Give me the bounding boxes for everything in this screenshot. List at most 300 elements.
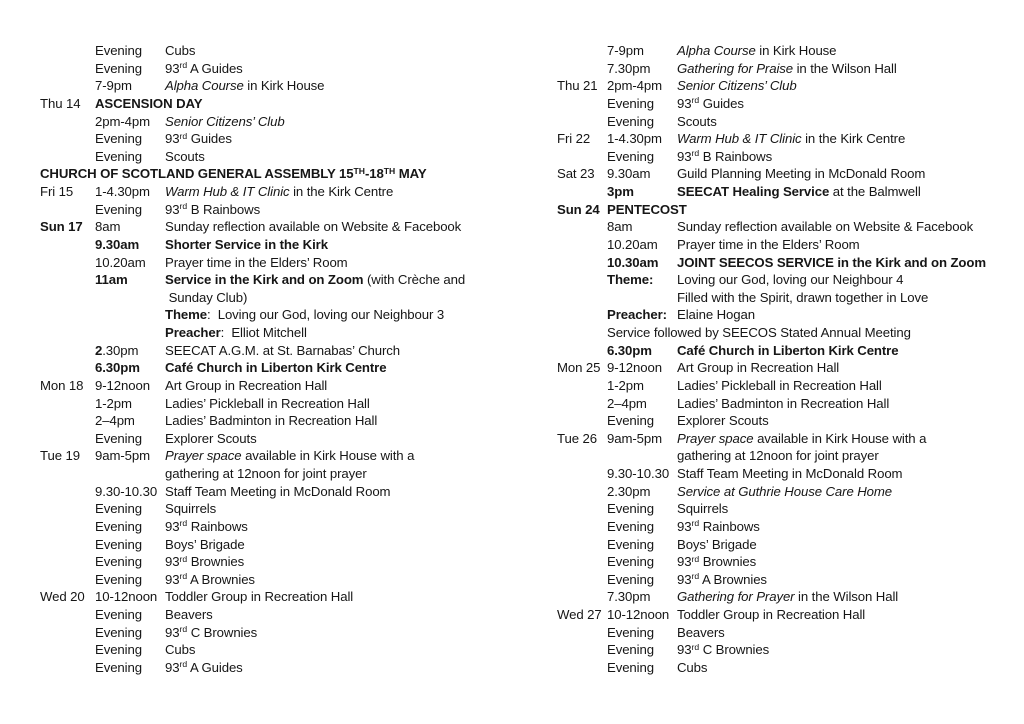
text-segment: Evening (607, 536, 654, 552)
time-cell (607, 130, 677, 148)
calendar-line (40, 641, 532, 659)
calendar-line (557, 641, 1019, 659)
text-segment: Mon 18 (40, 377, 84, 393)
text-segment: Squirrels (165, 501, 217, 517)
desc-cell (165, 359, 532, 377)
text-segment: in the Wilson Hall (794, 589, 899, 605)
text-segment: 7-9pm (95, 78, 132, 94)
calendar-line (40, 95, 532, 113)
text-segment: 93 (165, 571, 180, 587)
calendar-line (40, 165, 532, 183)
calendar-line (557, 659, 1019, 677)
day-cell (40, 289, 95, 307)
time-cell (607, 447, 677, 465)
text-segment: gathering at 12noon for joint prayer (165, 466, 367, 481)
text-segment: Boys’ Brigade (165, 536, 245, 552)
text-segment: rd (179, 624, 188, 635)
calendar-line (40, 113, 532, 131)
day-cell (40, 606, 95, 624)
text-segment: Warm Hub & IT Clinic (165, 184, 290, 199)
text-segment: -18 (364, 166, 384, 182)
time-cell (607, 536, 677, 554)
text-segment: Evening (607, 571, 654, 587)
day-cell (40, 536, 95, 554)
calendar-line (40, 518, 532, 536)
time-cell (95, 113, 165, 131)
calendar-line (40, 412, 532, 430)
text-segment: rd (179, 60, 188, 71)
desc-cell (677, 465, 1019, 483)
text-segment: Alpha Course (165, 78, 244, 94)
desc-cell (165, 395, 532, 413)
calendar-line (40, 289, 532, 307)
text-segment: at the Balmwell (829, 184, 921, 199)
day-cell (557, 201, 607, 219)
desc-cell (165, 588, 532, 606)
text-segment: 7.30pm (607, 60, 651, 76)
text-segment: TH (383, 165, 396, 176)
text-segment: 93 (165, 554, 180, 570)
text-segment: Art Group in Recreation Hall (677, 360, 840, 376)
day-cell (40, 218, 95, 236)
calendar-line (40, 483, 532, 501)
text-segment: Service at Guthrie House Care Home (677, 483, 893, 499)
text-segment: 93 (165, 201, 180, 217)
text-segment: Evening (95, 624, 142, 640)
day-cell (557, 77, 607, 95)
calendar-line (557, 518, 1019, 536)
desc-cell (677, 430, 1019, 448)
text-segment: A Guides (187, 60, 243, 76)
text-segment: Preacher: (607, 307, 667, 323)
calendar-line (557, 130, 1019, 148)
desc-cell (165, 113, 532, 131)
text-segment: Ladies’ Badminton in Recreation Hall (165, 413, 378, 429)
time-cell (95, 183, 165, 201)
text-segment: 8am (607, 219, 633, 235)
text-segment: C Brownies (699, 642, 770, 658)
text-segment: Prayer space (165, 448, 242, 464)
time-cell (607, 289, 677, 307)
day-cell (557, 289, 607, 307)
text-segment: Evening (607, 554, 654, 570)
time-cell (607, 77, 677, 95)
text-segment: 2pm-4pm (95, 113, 150, 129)
text-segment: TH (353, 165, 365, 176)
desc-cell (677, 236, 1019, 254)
desc-cell (677, 395, 1019, 413)
text-segment: : Elliot Mitchell (220, 325, 307, 340)
text-segment: 93 (165, 131, 180, 147)
day-cell (557, 500, 607, 518)
calendar-line (40, 536, 532, 554)
calendar-line (40, 77, 532, 95)
text-segment: Evening (95, 501, 142, 517)
day-cell (557, 624, 607, 642)
calendar-line (40, 183, 532, 201)
text-segment: Evening (95, 607, 142, 622)
desc-cell (677, 77, 1019, 95)
day-cell (40, 395, 95, 413)
text-segment: Café Church in Liberton Kirk Centre (165, 360, 387, 376)
text-segment: 93 (677, 518, 692, 534)
text-segment: Evening (607, 624, 654, 640)
time-cell (95, 430, 165, 448)
time-cell (607, 42, 677, 60)
calendar-line (557, 60, 1019, 78)
text-segment: Theme: (607, 272, 654, 288)
text-segment: Filled with the Spirit, drawn together in Love (677, 289, 929, 305)
desc-cell (677, 183, 1019, 201)
day-cell (557, 588, 607, 606)
text-segment: Café Church in Liberton Kirk Centre (677, 342, 899, 358)
text-segment: Evening (607, 501, 654, 517)
day-cell (40, 500, 95, 518)
text-segment: 2pm-4pm (607, 78, 662, 94)
text-segment: 93 (677, 642, 692, 658)
desc-cell (165, 271, 532, 289)
day-cell (40, 377, 95, 395)
day-cell (557, 342, 607, 360)
text-segment: Guides (699, 95, 744, 111)
desc-cell (165, 536, 532, 554)
desc-cell (677, 483, 1019, 501)
day-cell (557, 60, 607, 78)
desc-cell (165, 236, 532, 254)
text-segment: Cubs (677, 659, 708, 675)
calendar-line (557, 148, 1019, 166)
time-cell (95, 77, 165, 95)
text-segment: 93 (165, 518, 180, 534)
text-segment: Sun 24 (557, 201, 600, 217)
text-segment: 1-2pm (95, 395, 132, 411)
calendar-line (40, 430, 532, 448)
text-segment: Gathering for Prayer (677, 589, 795, 605)
text-segment: Evening (607, 642, 654, 658)
time-cell (607, 359, 677, 377)
calendar-line (557, 500, 1019, 518)
text-segment: Sun 17 (40, 219, 83, 235)
time-cell (95, 447, 165, 465)
day-cell (557, 236, 607, 254)
text-segment: Rainbows (699, 518, 760, 534)
calendar-line (40, 447, 532, 465)
day-cell (40, 77, 95, 95)
time-cell (607, 659, 677, 677)
time-cell (607, 306, 677, 324)
text-segment: 9.30-10.30 (607, 466, 670, 481)
day-cell (40, 465, 95, 483)
desc-cell (677, 588, 1019, 606)
text-segment: Sunday reflection available on Website & Facebook (677, 219, 974, 235)
text-segment: in the Wilson Hall (793, 60, 897, 76)
time-cell (95, 148, 165, 166)
calendar-line (557, 571, 1019, 589)
text-segment: CHURCH OF SCOTLAND GENERAL ASSEMBLY 15 (40, 166, 354, 182)
desc-cell (677, 42, 1019, 60)
text-segment: Sat 23 (557, 166, 595, 182)
text-segment: 2 (95, 342, 103, 358)
text-segment: rd (691, 641, 700, 652)
time-cell (607, 271, 677, 289)
text-segment: 10-12noon (95, 589, 158, 605)
day-cell (557, 254, 607, 272)
desc-cell (607, 324, 1019, 342)
day-cell (557, 606, 607, 624)
calendar-line (557, 289, 1019, 307)
text-segment: Tue 26 (557, 430, 597, 446)
text-segment: Prayer time in the Elders’ Room (165, 254, 348, 270)
text-segment: Evening (95, 148, 142, 164)
text-segment: 1-4.30pm (607, 131, 662, 147)
text-segment: Prayer space (677, 430, 754, 446)
calendar-line (557, 465, 1019, 483)
text-segment: A Brownies (187, 571, 255, 587)
calendar-line (557, 95, 1019, 113)
desc-cell (607, 201, 1019, 219)
calendar-line (40, 236, 532, 254)
text-segment: 93 (677, 95, 692, 111)
desc-cell (677, 271, 1019, 289)
text-segment: Scouts (677, 113, 717, 129)
calendar-line (40, 271, 532, 289)
text-segment: Evening (607, 659, 654, 675)
text-segment: Evening (95, 131, 142, 147)
text-segment: (with Crèche and (363, 272, 466, 288)
calendar-line (40, 465, 532, 483)
text-segment: Evening (95, 554, 142, 570)
calendar-line (40, 377, 532, 395)
day-cell (40, 271, 95, 289)
calendar-line (557, 77, 1019, 95)
day-cell (40, 324, 95, 342)
text-segment: rd (691, 95, 700, 106)
desc-cell (165, 377, 532, 395)
day-cell (40, 42, 95, 60)
calendar-line (557, 306, 1019, 324)
text-segment: 10-12noon (607, 607, 670, 622)
calendar-line (40, 624, 532, 642)
day-cell (40, 659, 95, 679)
day-cell (557, 430, 607, 448)
text-segment: rd (179, 201, 188, 212)
desc-cell (677, 342, 1019, 360)
time-cell (95, 236, 165, 254)
text-segment: : Loving our God, loving our Neighbour 3 (207, 307, 445, 323)
time-cell (95, 377, 165, 395)
text-segment: Staff Team Meeting in McDonald Room (165, 483, 391, 499)
text-segment: Sunday reflection available on Website & Facebook (165, 219, 462, 235)
text-segment: 93 (677, 571, 692, 587)
desc-cell (677, 130, 1019, 148)
desc-cell (677, 254, 1019, 272)
desc-cell (165, 483, 532, 501)
calendar-line (557, 165, 1019, 183)
text-segment: gathering at 12noon for joint prayer (677, 448, 879, 464)
time-cell (95, 271, 165, 289)
desc-cell (677, 377, 1019, 395)
day-cell (557, 659, 607, 677)
text-segment: Brownies (699, 554, 757, 570)
text-segment: .30pm (102, 342, 139, 358)
text-segment: PENTECOST (607, 201, 687, 217)
text-segment: rd (179, 518, 188, 529)
text-segment: Shorter Service in the Kirk (165, 236, 328, 252)
desc-cell (677, 412, 1019, 430)
calendar-line (557, 606, 1019, 624)
text-segment: 8am (95, 219, 121, 235)
text-segment: Beavers (165, 607, 213, 622)
calendar-line (557, 342, 1019, 360)
time-cell (95, 536, 165, 554)
time-cell (607, 254, 677, 272)
time-cell (607, 165, 677, 183)
calendar-line (557, 588, 1019, 606)
day-cell (557, 183, 607, 201)
text-segment: Wed 20 (40, 589, 85, 605)
calendar-line (557, 447, 1019, 465)
calendar-line (557, 183, 1019, 201)
time-cell (607, 606, 677, 624)
text-segment: Evening (95, 60, 142, 76)
text-segment: rd (179, 553, 188, 564)
text-segment: Elaine Hogan (677, 307, 755, 323)
text-segment: Wed 27 (557, 607, 602, 622)
day-cell (40, 254, 95, 272)
desc-cell (165, 430, 532, 448)
calendar-line (557, 553, 1019, 571)
text-segment: Senior Citizens’ Club (165, 113, 285, 129)
calendar-line (40, 500, 532, 518)
text-segment: 9.30am (95, 236, 140, 252)
desc-cell (165, 289, 532, 307)
desc-cell (165, 641, 532, 659)
calendar-line (40, 60, 532, 78)
text-segment: 9.30am (607, 166, 651, 182)
time-cell (95, 359, 165, 377)
text-segment: C Brownies (187, 624, 258, 640)
text-segment: 9.30-10.30 (95, 483, 158, 499)
time-cell (95, 42, 165, 60)
time-cell (95, 342, 165, 360)
desc-cell (677, 536, 1019, 554)
day-cell (557, 483, 607, 501)
text-segment: rd (179, 130, 188, 141)
desc-cell (677, 306, 1019, 324)
desc-cell (165, 500, 532, 518)
calendar-line (40, 306, 532, 324)
time-cell (607, 395, 677, 413)
text-segment: Theme (165, 307, 208, 323)
calendar-line (40, 42, 532, 60)
day-cell (557, 395, 607, 413)
text-segment: 9am-5pm (607, 430, 662, 446)
text-segment: Warm Hub & IT Clinic (677, 131, 802, 147)
calendar-line (557, 271, 1019, 289)
desc-cell (677, 60, 1019, 78)
text-segment: 10.20am (95, 254, 146, 270)
text-segment: Thu 14 (40, 95, 81, 111)
time-cell (607, 430, 677, 448)
text-segment: Toddler Group in Recreation Hall (677, 607, 866, 622)
desc-cell (165, 412, 532, 430)
day-cell (40, 236, 95, 254)
text-segment: Evening (95, 536, 142, 552)
text-segment: in Kirk House (755, 43, 837, 58)
text-segment: 2.30pm (607, 483, 651, 499)
text-segment: 2–4pm (95, 413, 135, 429)
time-cell (95, 254, 165, 272)
text-segment: Loving our God, loving our Neighbour 4 (677, 272, 904, 288)
day-cell (557, 324, 607, 342)
text-segment: Senior Citizens’ Club (677, 78, 797, 94)
text-segment: 10.20am (607, 236, 658, 252)
desc-cell (165, 342, 532, 360)
text-segment: B Rainbows (187, 201, 261, 217)
time-cell (95, 395, 165, 413)
day-cell (40, 447, 95, 465)
day-cell (557, 447, 607, 465)
text-segment: Prayer time in the Elders’ Room (677, 236, 860, 252)
desc-cell (165, 606, 532, 624)
text-segment: Sunday Club) (165, 289, 248, 305)
text-segment: available in Kirk House with a (241, 448, 415, 464)
time-cell (95, 641, 165, 659)
calendar-line (557, 201, 1019, 219)
desc-cell (677, 606, 1019, 624)
text-segment: Guild Planning Meeting in McDonald Room (677, 166, 926, 182)
text-segment: Art Group in Recreation Hall (165, 377, 328, 393)
text-segment: 9-12noon (607, 360, 662, 376)
calendar-line (557, 113, 1019, 131)
text-segment: Evening (607, 413, 654, 429)
calendar-line (557, 254, 1019, 272)
text-segment: Scouts (165, 148, 205, 164)
text-segment: rd (691, 553, 700, 564)
time-cell (95, 483, 165, 501)
text-segment: rd (691, 571, 700, 582)
desc-cell (165, 77, 532, 95)
time-cell (95, 412, 165, 430)
day-cell (557, 218, 607, 236)
desc-cell (165, 42, 532, 60)
text-segment: Squirrels (677, 501, 729, 517)
text-segment: Guides (187, 131, 232, 147)
calendar-line (40, 359, 532, 377)
text-segment: 2–4pm (607, 395, 647, 411)
calendar-line (557, 412, 1019, 430)
text-segment: Evening (95, 430, 142, 446)
text-segment: rd (179, 571, 188, 582)
day-cell (557, 536, 607, 554)
day-cell (40, 412, 95, 430)
time-cell (607, 624, 677, 642)
text-segment: Evening (95, 43, 142, 58)
day-cell (557, 465, 607, 483)
text-segment: Explorer Scouts (677, 413, 769, 429)
desc-cell (165, 659, 532, 679)
day-cell (40, 483, 95, 501)
text-segment: Mon 25 (557, 360, 601, 376)
calendar-line (40, 201, 532, 219)
calendar-line (40, 218, 532, 236)
calendar-line (557, 624, 1019, 642)
desc-cell (677, 447, 1019, 465)
text-segment: 11am (95, 272, 128, 288)
text-segment: Tue 19 (40, 448, 80, 464)
text-segment: 1-2pm (607, 377, 644, 393)
text-segment: 9am-5pm (95, 448, 150, 464)
